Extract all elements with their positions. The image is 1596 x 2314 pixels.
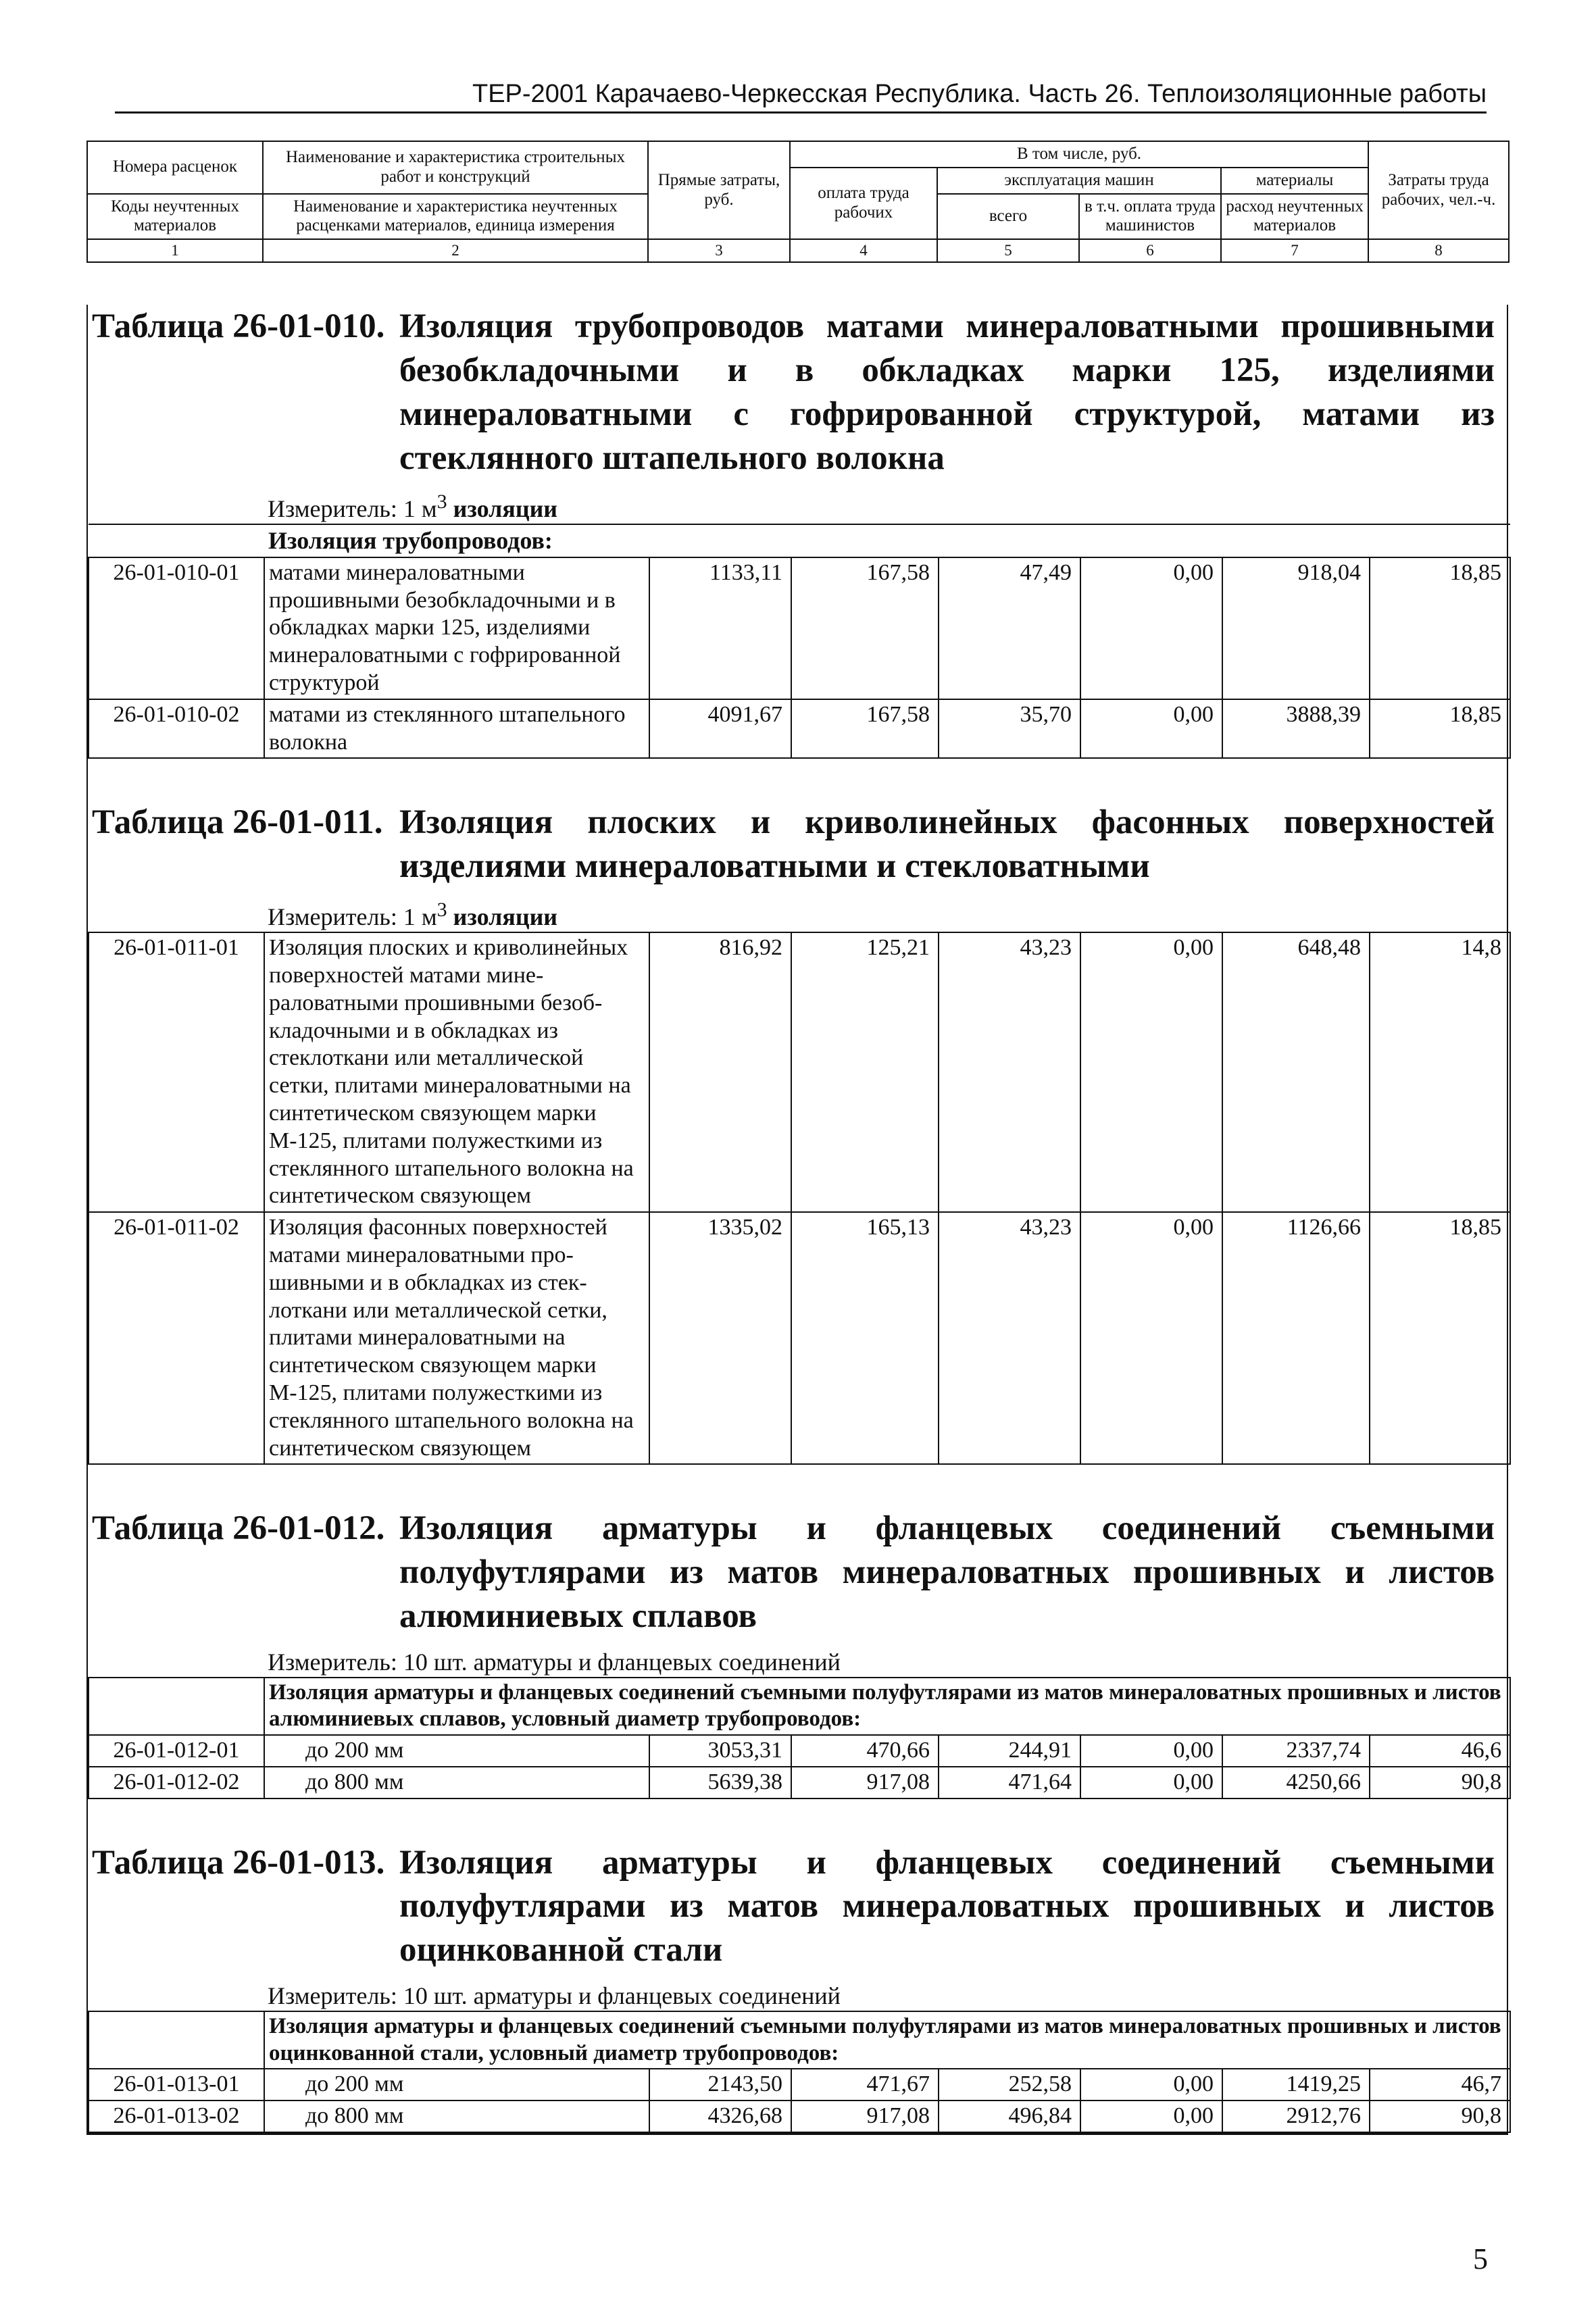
- column-number: 3: [648, 239, 790, 262]
- table-code: Таблица 26-01-011.: [92, 803, 383, 842]
- materials-cost: 1419,25: [1222, 2069, 1370, 2101]
- work-description: матами минераловатными прошивными безобкладочными и в обкладках марки 125, изделиями минераловатными с гофрированной структурой: [264, 557, 649, 699]
- table-title-text: Изоляция трубопроводов матами минераловатными прошивными безобкладочными и в обкладках марки 125, изделиями минераловатными с гофрированной структурой, матами из стеклянного штапельного волокна: [399, 307, 1495, 477]
- table-title-text: Изоляция арматуры и фланцевых соединений съемными полуфутлярами из матов минераловатных прошивных и листов алюминиевых сплавов: [399, 1509, 1495, 1635]
- table-row: [89, 2101, 1510, 2132]
- unit-of-measure: [268, 1982, 1507, 2011]
- unit-of-measure: [268, 490, 1507, 524]
- labor-hours: 18,85: [1370, 557, 1510, 699]
- work-description: матами из стеклянного штапельного волокна: [264, 699, 649, 759]
- labor-hours: 18,85: [1370, 1212, 1510, 1464]
- rate-table: [88, 932, 1511, 1465]
- header-col8: Затраты труда рабочих, чел.-ч.: [1368, 141, 1509, 239]
- meter-exponent: 3: [437, 490, 447, 513]
- column-number-row: [87, 239, 1509, 262]
- work-description: Изоляция плоских и криволинейных поверхностей матами минераловатными прошивными безобкладочными и в обкладках из стеклоткани или металлической сетки, плитами минераловатными на синтетическом связующем марки М-125, плитами полужесткими из стеклянного штапельного волокна на синтетическом связующем: [264, 932, 649, 1212]
- unit-of-measure: [268, 1648, 1507, 1677]
- labor-pay: 917,08: [791, 1767, 939, 1799]
- materials-cost: 2912,76: [1222, 2101, 1370, 2132]
- table-title-text: Изоляция плоских и криволинейных фасонных поверхностей изделиями минераловатными и стекловатными: [399, 803, 1495, 886]
- operators-pay: 0,00: [1080, 1735, 1222, 1767]
- labor-hours: 18,85: [1370, 699, 1510, 759]
- materials-cost: 3888,39: [1222, 699, 1370, 759]
- rate-section: [88, 1507, 1507, 1799]
- table-row: [89, 557, 1510, 699]
- labor-hours: 46,6: [1370, 1735, 1510, 1767]
- labor-hours: 46,7: [1370, 2069, 1510, 2101]
- meter-exponent: 3: [437, 898, 447, 921]
- rate-section: [88, 1841, 1507, 2133]
- rate-table: [88, 524, 1511, 759]
- machines-total: 471,64: [939, 1767, 1080, 1799]
- column-number: 8: [1368, 239, 1509, 262]
- rate-code: 26-01-013-02: [89, 2101, 264, 2132]
- header-col3: Прямые затраты, руб.: [648, 141, 790, 239]
- labor-pay: 167,58: [791, 699, 939, 759]
- header-col2-bottom: Наименование и характеристика неучтенных расценками материалов, единица измерения: [263, 194, 648, 240]
- direct-costs: 1133,11: [649, 557, 791, 699]
- machines-total: 35,70: [939, 699, 1080, 759]
- meter-prefix: Измеритель: 1 м: [268, 903, 437, 930]
- machines-total: 43,23: [939, 1212, 1080, 1464]
- table-row: [89, 2069, 1510, 2101]
- direct-costs: 816,92: [649, 932, 791, 1212]
- direct-costs: 2143,50: [649, 2069, 791, 2101]
- header-col1-top: Номера расценок: [87, 141, 263, 194]
- meter-prefix: Измеритель: 10 шт. арматуры и фланцевых соединений: [268, 1982, 841, 2009]
- rate-code: 26-01-013-01: [89, 2069, 264, 2101]
- header-col6: в т.ч. оплата труда машинистов: [1079, 194, 1221, 240]
- rate-section: [88, 305, 1507, 759]
- labor-pay: 471,67: [791, 2069, 939, 2101]
- operators-pay: 0,00: [1080, 557, 1222, 699]
- machines-total: 252,58: [939, 2069, 1080, 2101]
- labor-hours: 14,8: [1370, 932, 1510, 1212]
- labor-pay: 165,13: [791, 1212, 939, 1464]
- subheading: Изоляция арматуры и фланцевых соединений съемными полуфутлярами из матов минераловатных прошивных и листов алюминиевых сплавов, условный диаметр трубопроводов:: [264, 1678, 1510, 1735]
- running-head: ТЕР-2001 Карачаево-Черкесская Республика. Часть 26. Теплоизоляционные работы: [115, 80, 1487, 114]
- header-machines-label: эксплуатация машин: [937, 168, 1221, 194]
- machines-total: 43,23: [939, 932, 1080, 1212]
- subheading-row: [89, 2011, 1510, 2069]
- operators-pay: 0,00: [1080, 1212, 1222, 1464]
- labor-pay: 125,21: [791, 932, 939, 1212]
- column-number: 1: [87, 239, 263, 262]
- table-title: [92, 1841, 1495, 1972]
- subheading: Изоляция арматуры и фланцевых соединений съемными полуфутлярами из матов минераловатных прошивных и листов оцинкованной стали, условный диаметр трубопроводов:: [264, 2011, 1510, 2069]
- direct-costs: 1335,02: [649, 1212, 791, 1464]
- column-number: 4: [790, 239, 937, 262]
- materials-cost: 648,48: [1222, 932, 1370, 1212]
- header-col4: оплата труда рабочих: [790, 168, 937, 239]
- header-materials-label: материалы: [1221, 168, 1368, 194]
- rate-code: 26-01-010-02: [89, 699, 264, 759]
- table-row: [89, 699, 1510, 759]
- table-row: [89, 1212, 1510, 1464]
- column-number: 5: [937, 239, 1079, 262]
- direct-costs: 4091,67: [649, 699, 791, 759]
- rate-code: 26-01-011-01: [89, 932, 264, 1212]
- rate-code: 26-01-011-02: [89, 1212, 264, 1464]
- unit-of-measure: [268, 898, 1507, 932]
- header-col2-top: Наименование и характеристика строительных работ и конструкций: [263, 141, 648, 194]
- subheading: Изоляция трубопроводов:: [268, 526, 553, 554]
- work-description: Изоляция фасонных поверхностей матами минераловатными прошивными и в обкладках из стеклоткани или металлической сетки, плитами минераловатными на синтетическом связующем марки М-125, плитами полужесткими из стеклянного штапельного волокна на синтетическом связующем: [264, 1212, 649, 1464]
- table-row: [89, 932, 1510, 1212]
- header-col5: всего: [937, 194, 1079, 240]
- table-title: [92, 801, 1495, 888]
- table-title: [92, 1507, 1495, 1638]
- materials-cost: 1126,66: [1222, 1212, 1370, 1464]
- work-description: до 200 мм: [264, 1735, 649, 1767]
- meter-prefix: Измеритель: 10 шт. арматуры и фланцевых соединений: [268, 1648, 841, 1676]
- document-body: [86, 141, 1508, 2135]
- labor-hours: 90,8: [1370, 2101, 1510, 2132]
- rate-section: [88, 801, 1507, 1465]
- table-row: [89, 1767, 1510, 1799]
- operators-pay: 0,00: [1080, 932, 1222, 1212]
- operators-pay: 0,00: [1080, 1767, 1222, 1799]
- header-group-label: В том числе, руб.: [790, 141, 1368, 168]
- sections-container: [86, 305, 1508, 2134]
- direct-costs: 5639,38: [649, 1767, 791, 1799]
- operators-pay: 0,00: [1080, 699, 1222, 759]
- work-description: до 200 мм: [264, 2069, 649, 2101]
- machines-total: 47,49: [939, 557, 1080, 699]
- subheading-row: [89, 524, 1510, 557]
- column-header-table: [86, 141, 1510, 263]
- rate-code: 26-01-012-02: [89, 1767, 264, 1799]
- subheading-row: [89, 1678, 1510, 1735]
- header-col7: расход неучтенных материалов: [1221, 194, 1368, 240]
- machines-total: 244,91: [939, 1735, 1080, 1767]
- table-row: [89, 1735, 1510, 1767]
- table-title-text: Изоляция арматуры и фланцевых соединений съемными полуфутлярами из матов минераловатных прошивных и листов оцинкованной стали: [399, 1843, 1495, 1969]
- direct-costs: 4326,68: [649, 2101, 791, 2132]
- header-col1-bottom: Коды неучтенных материалов: [87, 194, 263, 240]
- labor-pay: 167,58: [791, 557, 939, 699]
- column-number: 6: [1079, 239, 1221, 262]
- direct-costs: 3053,31: [649, 1735, 791, 1767]
- work-description: до 800 мм: [264, 2101, 649, 2132]
- materials-cost: 2337,74: [1222, 1735, 1370, 1767]
- meter-prefix: Измеритель: 1 м: [268, 495, 437, 522]
- table-code: Таблица 26-01-010.: [92, 307, 385, 346]
- operators-pay: 0,00: [1080, 2069, 1222, 2101]
- column-number: 2: [263, 239, 648, 262]
- machines-total: 496,84: [939, 2101, 1080, 2132]
- materials-cost: 4250,66: [1222, 1767, 1370, 1799]
- table-code: Таблица 26-01-012.: [92, 1509, 385, 1548]
- operators-pay: 0,00: [1080, 2101, 1222, 2132]
- labor-pay: 917,08: [791, 2101, 939, 2132]
- table-title: [92, 305, 1495, 480]
- rate-table: [88, 1677, 1511, 1799]
- rate-table: [88, 2011, 1511, 2133]
- table-code: Таблица 26-01-013.: [92, 1843, 385, 1882]
- meter-suffix: изоляции: [447, 495, 558, 522]
- column-number: 7: [1221, 239, 1368, 262]
- page-number: 5: [1473, 2242, 1488, 2275]
- labor-pay: 470,66: [791, 1735, 939, 1767]
- rate-code: 26-01-010-01: [89, 557, 264, 699]
- meter-suffix: изоляции: [447, 903, 558, 930]
- materials-cost: 918,04: [1222, 557, 1370, 699]
- rate-code: 26-01-012-01: [89, 1735, 264, 1767]
- work-description: до 800 мм: [264, 1767, 649, 1799]
- labor-hours: 90,8: [1370, 1767, 1510, 1799]
